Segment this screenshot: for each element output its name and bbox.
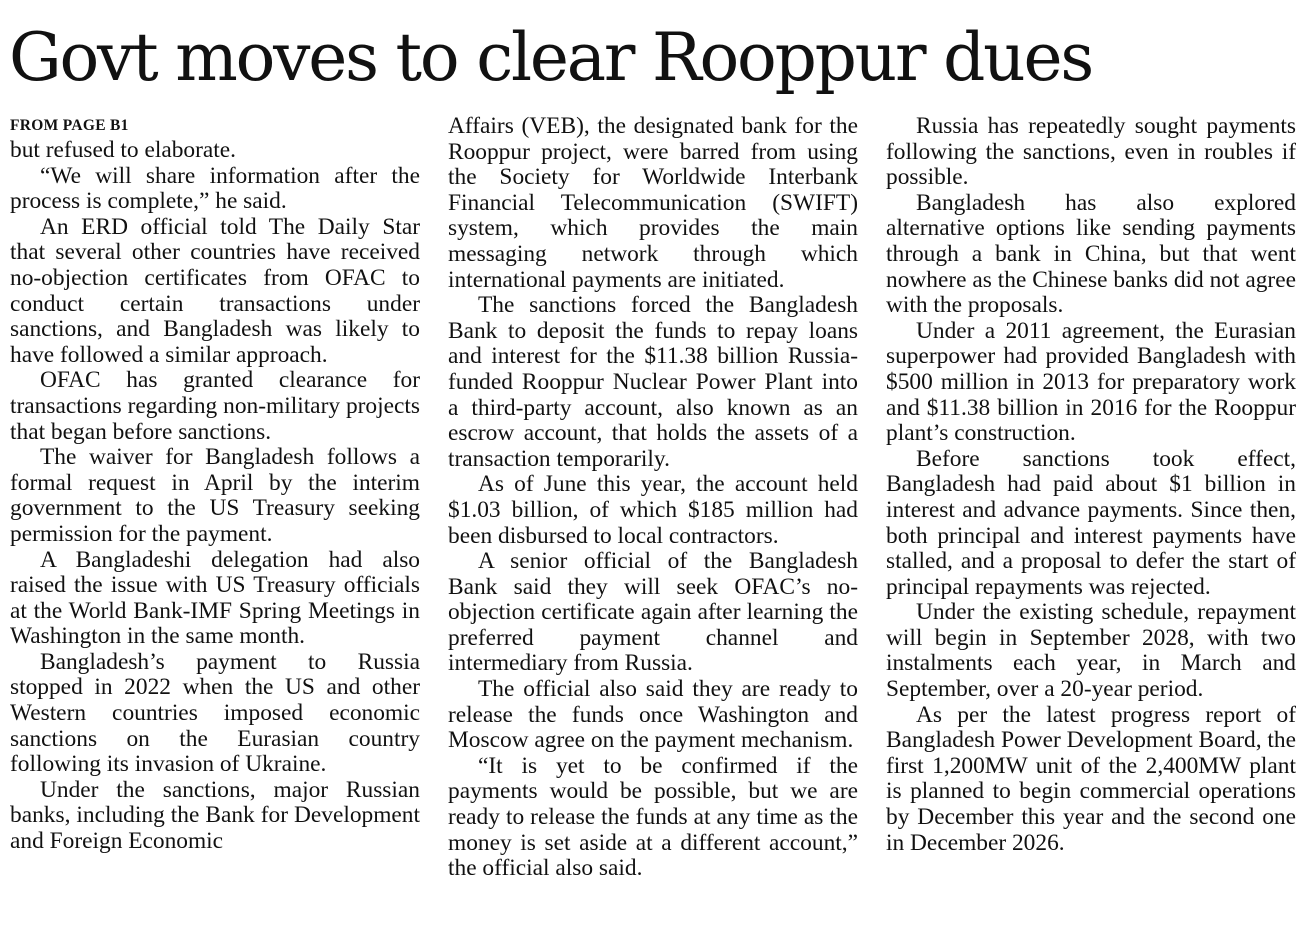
paragraph: Bangladesh’s payment to Russia stopped in 2022 when the US and other Western countries imposed economic sanctions on the Eurasian country following its invasion of Ukraine. <box>10 648 420 778</box>
column-2 <box>448 114 858 940</box>
dateline: FROM PAGE B1 <box>10 117 129 134</box>
paragraph: A Bangladeshi delegation had also raised the issue with US Treasury officials at the World Bank-IMF Spring Meetings in Washington in the same month. <box>10 546 420 650</box>
paragraph: “It is yet to be confirmed if the payments would be possible, but we are ready to release the funds at any time as the money is set aside at a different account,” the official also said. <box>448 752 858 882</box>
paragraph: An ERD official told The Daily Star that several other countries have received no-objection certificates from OFAC to conduct certain transactions under sanctions, and Bangladesh was likely to have followed a similar approach. <box>10 213 420 368</box>
paragraph: Under the sanctions, major Russian banks, including the Bank for Development and Foreign Economic <box>10 776 420 855</box>
column-3 <box>886 114 1296 940</box>
paragraph: Bangladesh has also explored alternative options like sending payments through a bank in China, but that went nowhere as the Chinese banks did not agree with the proposals. <box>886 189 1296 319</box>
headline: Govt moves to clear Rooppur dues <box>9 19 1092 96</box>
paragraph: Russia has repeatedly sought payments following the sanctions, even in roubles if possible. <box>886 114 1296 191</box>
paragraph: As per the latest progress report of Bangladesh Power Development Board, the first 1,200MW unit of the 2,400MW plant is planned to begin commercial operations by December this year and the second one in December 2026. <box>886 701 1296 856</box>
paragraph: The waiver for Bangladesh follows a formal request in April by the interim government to the US Treasury seeking permission for the payment. <box>10 444 420 547</box>
paragraph: but refused to elaborate. <box>10 137 237 163</box>
article-columns <box>0 114 1306 940</box>
paragraph: Under the existing schedule, repayment will begin in September 2028, with two instalments each year, in March and September, over a 20-year period. <box>886 599 1296 703</box>
paragraph: Affairs (VEB), the designated bank for the Rooppur project, were barred from using the Society for Worldwide Interbank Financial Telecommunication (SWIFT) system, which provides the main messaging network through which international payments are initiated. <box>448 114 858 293</box>
paragraph: “We will share information after the process is complete,” he said. <box>10 162 420 215</box>
paragraph: A senior official of the Bangladesh Bank said they will seek OFAC’s no-objection certificate again after learning the preferred payment channel and intermediary from Russia. <box>448 548 858 677</box>
paragraph: The sanctions forced the Bangladesh Bank to deposit the funds to repay loans and interest for the $11.38 billion Russia-funded Rooppur Nuclear Power Plant into a third-party account, also known as an escrow account, that holds the assets of a transaction temporarily. <box>448 292 858 472</box>
paragraph: As of June this year, the account held $1.03 billion, of which $185 million had been disbursed to local contractors. <box>448 471 858 549</box>
paragraph: OFAC has granted clearance for transactions regarding non-military projects that began before sanctions. <box>10 367 420 445</box>
paragraph: Before sanctions took effect, Bangladesh had paid about $1 billion in interest and advance payments. Since then, both principal and interest payments have stalled, and a proposal to defer the start of principal repayments was rejected. <box>886 445 1296 600</box>
paragraph: Under a 2011 agreement, the Eurasian superpower had provided Bangladesh with $500 million in 2013 for preparatory work and $11.38 billion in 2016 for the Rooppur plant’s construction. <box>886 317 1296 447</box>
column-1 <box>10 114 420 940</box>
paragraph: The official also said they are ready to release the funds once Washington and Moscow agree on the payment mechanism. <box>448 676 858 754</box>
